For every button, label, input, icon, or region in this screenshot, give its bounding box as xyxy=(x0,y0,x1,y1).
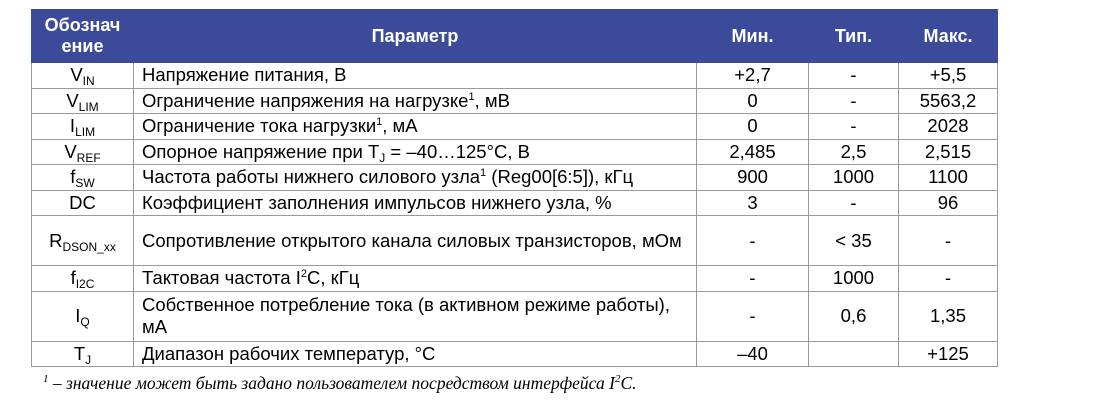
typ-cell: - xyxy=(809,88,899,114)
max-cell: +125 xyxy=(899,341,998,367)
min-cell: 3 xyxy=(697,190,809,216)
header-max: Макс. xyxy=(899,10,998,63)
table-row xyxy=(32,266,998,292)
table-row xyxy=(32,341,998,367)
min-cell: 0 xyxy=(697,114,809,140)
symbol-cell: $R_{DSON\_xx}$ xyxy=(32,216,134,266)
table-row xyxy=(32,216,998,266)
min-cell: - xyxy=(697,266,809,292)
symbol-cell: DC xyxy=(32,190,134,216)
table-row xyxy=(32,114,998,140)
min-cell: 0 xyxy=(697,88,809,114)
table-row xyxy=(32,63,998,89)
symbol-cell: $V_{REF}$ xyxy=(32,139,134,165)
header-symbol: Обознач ение xyxy=(32,10,134,63)
max-cell: +5,5 xyxy=(899,63,998,89)
parameter-cell: Сопротивление открытого канала силовых транзисторов, мОм xyxy=(134,216,697,266)
parameter-cell: Тактовая частота $I^2C$, кГц xyxy=(134,266,697,292)
parameter-cell: Коэффициент заполнения импульсов нижнего узла, % xyxy=(134,190,697,216)
symbol-cell: $f_{SW}$ xyxy=(32,165,134,191)
max-cell: - xyxy=(899,266,998,292)
spec-table xyxy=(31,9,998,367)
symbol-cell: $I_{LIM}$ xyxy=(32,114,134,140)
min-cell: - xyxy=(697,216,809,266)
symbol-cell: $I_Q$ xyxy=(32,291,134,341)
parameter-cell: Ограничение напряжения на нагрузке$^1$, мВ xyxy=(134,88,697,114)
typ-cell: - xyxy=(809,63,899,89)
table-header-row xyxy=(32,10,998,63)
symbol-cell: $V_{LIM}$ xyxy=(32,88,134,114)
symbol-cell: $V_{IN}$ xyxy=(32,63,134,89)
parameter-cell: Диапазон рабочих температур, °C xyxy=(134,341,697,367)
typ-cell: 2,5 xyxy=(809,139,899,165)
typ-cell: - xyxy=(809,190,899,216)
typ-cell xyxy=(809,341,899,367)
max-cell: 2,515 xyxy=(899,139,998,165)
parameter-cell: Опорное напряжение при $T_J$ = –40…125°C, В xyxy=(134,139,697,165)
footnote: $^1$ – значение может быть задано пользователем посредством интерфейса $I^2C$. xyxy=(43,373,637,393)
parameter-cell: Напряжение питания, В xyxy=(134,63,697,89)
typ-cell: < 35 xyxy=(809,216,899,266)
max-cell: 5563,2 xyxy=(899,88,998,114)
symbol-cell: $T_J$ xyxy=(32,341,134,367)
min-cell: 2,485 xyxy=(697,139,809,165)
parameter-cell: Собственное потребление тока (в активном режиме работы), мА xyxy=(134,291,697,341)
min-cell: - xyxy=(697,291,809,341)
min-cell: +2,7 xyxy=(697,63,809,89)
typ-cell: - xyxy=(809,114,899,140)
table-row xyxy=(32,165,998,191)
max-cell: 96 xyxy=(899,190,998,216)
header-min: Мин. xyxy=(697,10,809,63)
parameter-cell: Частота работы нижнего силового узла$^1$ (Reg00[6:5]), кГц xyxy=(134,165,697,191)
parameter-cell: Ограничение тока нагрузки$^1$, мА xyxy=(134,114,697,140)
max-cell: 1100 xyxy=(899,165,998,191)
max-cell: 1,35 xyxy=(899,291,998,341)
table-row xyxy=(32,139,998,165)
table-row xyxy=(32,88,998,114)
spec-table-container xyxy=(31,9,997,367)
table-row xyxy=(32,190,998,216)
header-parameter: Параметр xyxy=(134,10,697,63)
typ-cell: 1000 xyxy=(809,165,899,191)
header-typ: Тип. xyxy=(809,10,899,63)
symbol-cell: $f_{I2C}$ xyxy=(32,266,134,292)
min-cell: –40 xyxy=(697,341,809,367)
min-cell: 900 xyxy=(697,165,809,191)
typ-cell: 1000 xyxy=(809,266,899,292)
max-cell: - xyxy=(899,216,998,266)
max-cell: 2028 xyxy=(899,114,998,140)
table-row xyxy=(32,291,998,341)
typ-cell: 0,6 xyxy=(809,291,899,341)
